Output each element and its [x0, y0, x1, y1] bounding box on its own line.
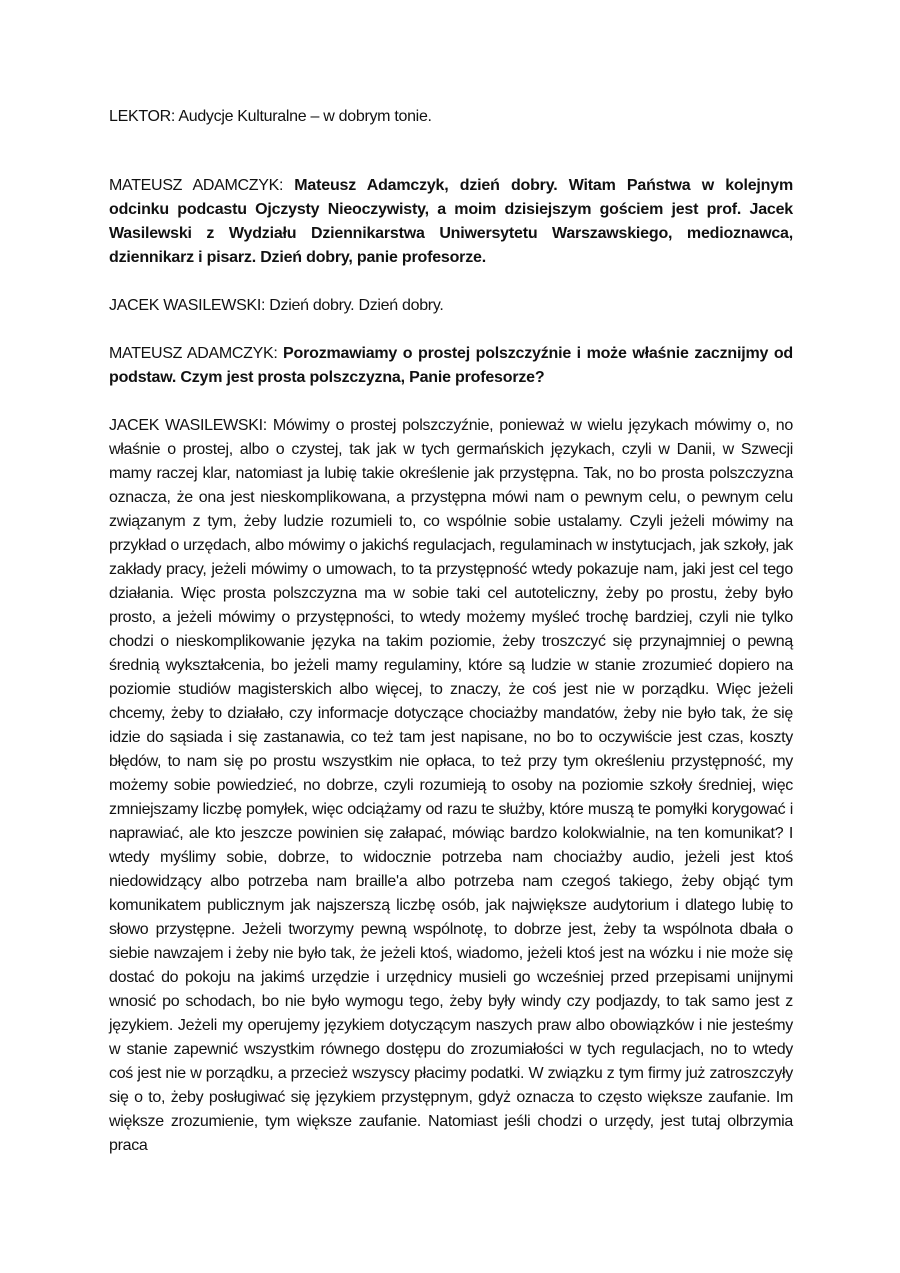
speaker-name: MATEUSZ ADAMCZYK: — [109, 345, 278, 362]
transcript-paragraph-wasilewski-answer — [109, 414, 793, 1158]
transcript-paragraph-adamczyk-intro — [109, 174, 793, 270]
transcript-paragraph-lektor — [109, 105, 793, 129]
utterance-text: Dzień dobry. Dzień dobry. — [269, 297, 444, 314]
transcript-paragraph-adamczyk-question — [109, 342, 793, 390]
utterance-text: Porozmawiamy o prostej polszczyźnie i może właśnie zacznijmy od podstaw. Czym jest prosta polszczyzna, Panie profesorze? — [109, 345, 793, 386]
speaker-name: LEKTOR: — [109, 108, 176, 125]
speaker-name: JACEK WASILEWSKI: — [109, 297, 266, 314]
utterance-text: Mateusz Adamczyk, dzień dobry. Witam Państwa w kolejnym odcinku podcastu Ojczysty Nieoczywisty, a moim dzisiejszym gościem jest prof. Jacek Wasilewski z Wydziału Dziennikarstwa Uniwersytetu Warszawskiego, medioznawca, dziennikarz i pisarz. Dzień dobry, panie profesorze. — [109, 177, 793, 266]
speaker-name: JACEK WASILEWSKI: — [109, 417, 267, 434]
transcript-paragraph-wasilewski-greeting — [109, 294, 793, 318]
document-page — [109, 105, 793, 1182]
speaker-name: MATEUSZ ADAMCZYK: — [109, 177, 284, 194]
utterance-text: Audycje Kulturalne – w dobrym tonie. — [178, 108, 432, 125]
utterance-text: Mówimy o prostej polszczyźnie, ponieważ w wielu językach mówimy o, no właśnie o prostej, albo o czystej, tak jak w tych germańskich językach, czyli w Danii, w Szwecji mamy raczej klar, natomiast ja lubię takie określenie jak przystępna. Tak, no bo prosta polszczyzna oznacza, że ona jest nieskomplikowana, a przystępna mówi nam o pewnym celu, o pewnym celu związanym z tym, żeby ludzie rozumieli to, co wspólnie sobie ustalamy. Czyli jeżeli mówimy na przykład o urzędach, albo mówimy o jakichś regulacjach, regulaminach w instytucjach, jak szkoły, jak zakłady pracy, jeżeli mówimy o umowach, to ta przystępność wtedy pokazuje nam, jaki jest cel tego działania. Więc prosta polszczyzna ma w sobie taki cel autoteliczny, żeby po prostu, żeby było prosto, a jeżeli mówimy o przystępności, to wtedy możemy myśleć trochę bardziej, czyli nie tylko chodzi o nieskomplikowanie języka na takim poziomie, żeby troszczyć się przynajmniej o pewną średnią wykształcenia, bo jeżeli mamy regulaminy, które są ludzie w stanie zrozumieć dopiero na poziomie studiów magisterskich albo więcej, to znaczy, że coś jest nie w porządku. Więc jeżeli chcemy, żeby to działało, czy informacje dotyczące chociażby mandatów, żeby nie było tak, że się idzie do sąsiada i się zastanawia, co też tam jest napisane, no bo to oczywiście jest czas, koszty błędów, to nam się po prostu wszystkim nie opłaca, to też przy tym określeniu przystępność, my możemy sobie powiedzieć, no dobrze, czyli rozumieją to osoby na poziomie szkoły średniej, więc zmniejszamy liczbę pomyłek, więc odciążamy od razu te służby, które muszą te pomyłki korygować i naprawiać, ale kto jeszcze powinien się załapać, mówiąc bardzo kolokwialnie, na ten komunikat? I wtedy myślimy sobie, dobrze, to widocznie potrzeba nam chociażby audio, jeżeli jest ktoś niedowidzący albo potrzeba nam braille'a albo potrzeba nam czegoś takiego, żeby objąć tym komunikatem publicznym jak najszerszą liczbę osób, jak największe audytorium i dlatego lubię to słowo przystępne. Jeżeli tworzymy pewną wspólnotę, to dobrze jest, żeby ta wspólnota dbała o siebie nawzajem i żeby nie było tak, że jeżeli ktoś, wiadomo, jeżeli ktoś jest na wózku i nie może się dostać do pokoju na jakimś urzędzie i urzędnicy musieli go wcześniej przed przepisami unijnymi wnosić po schodach, bo nie było wymogu tego, żeby były windy czy podjazdy, to tak samo jest z językiem. Jeżeli my operujemy językiem dotyczącym naszych praw albo obowiązków i nie jesteśmy w stanie zapewnić wszystkim równego dostępu do zrozumiałości w tych regulacjach, no to wtedy coś jest nie w porządku, a przecież wszyscy płacimy podatki. W związku z tym firmy już zatroszczyły się o to, żeby posługiwać się językiem przystępnym, gdyż oznacza to często większe zaufanie. Im większe zrozumienie, tym większe zaufanie. Natomiast jeśli chodzi o urzędy, jest tutaj olbrzymia praca — [109, 417, 793, 1154]
